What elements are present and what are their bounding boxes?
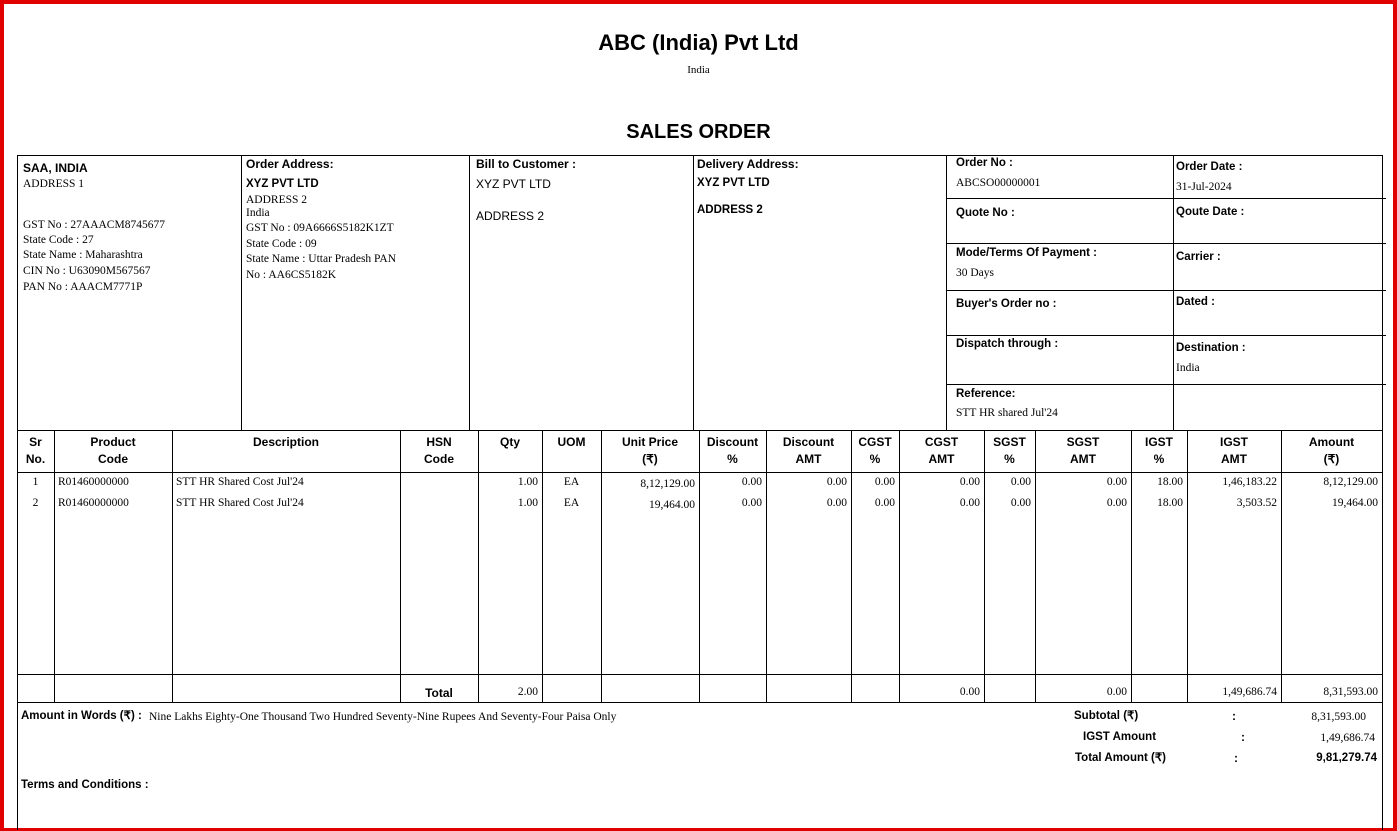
cell-description: STT HR Shared Cost Jul'24 — [176, 476, 304, 488]
divider — [946, 290, 1386, 291]
order-address-pan: No : AA6CS5182K — [246, 269, 337, 281]
terms-label: Terms and Conditions : — [21, 779, 149, 791]
total-qty: 2.00 — [517, 686, 538, 698]
bill-to-address: ADDRESS 2 — [476, 209, 545, 223]
column-header-hsn-code-sub: Code — [424, 452, 454, 466]
cell-discount-amt: 0.00 — [826, 476, 847, 488]
seller-gst: GST No : 27AAACM8745677 — [23, 219, 165, 231]
order-no-value: ABCSO00000001 — [956, 177, 1041, 189]
column-header-product-code-sub: Code — [98, 452, 128, 466]
dated-label: Dated : — [1176, 296, 1215, 308]
column-header-igst-amt: IGST — [1219, 435, 1248, 449]
box-right-border — [1382, 155, 1383, 830]
delivery-name: XYZ PVT LTD — [697, 177, 770, 189]
box-top-border — [17, 155, 1383, 156]
cell-amount: 8,12,129.00 — [1323, 476, 1378, 488]
column-header-amount-sub: (₹) — [1323, 452, 1340, 466]
seller-pan: PAN No : AAACM7771P — [23, 281, 143, 293]
column-header-igst-pct: IGST — [1144, 435, 1173, 449]
order-date-value: 31-Jul-2024 — [1176, 181, 1232, 193]
payment-terms-label: Mode/Terms Of Payment : — [956, 247, 1098, 259]
total-cgst-amt: 0.00 — [959, 686, 980, 698]
order-address-country: India — [246, 207, 270, 219]
column-header-amount: Amount — [1308, 435, 1355, 449]
column-divider — [1281, 430, 1282, 702]
table-top-border — [17, 430, 1383, 431]
cell-product-code: R01460000000 — [58, 497, 129, 509]
column-header-sgst-amt: SGST — [1066, 435, 1100, 449]
column-header-description: Description — [252, 435, 319, 449]
bill-to-heading: Bill to Customer : — [476, 157, 577, 171]
table-bottom-border — [17, 702, 1383, 703]
column-header-discount-pct-sub: % — [727, 452, 738, 466]
cell-discount-amt: 0.00 — [826, 497, 847, 509]
cell-amount: 19,464.00 — [1332, 497, 1378, 509]
column-divider — [766, 430, 767, 702]
seller-name: SAA, INDIA — [23, 161, 88, 175]
total-amount-label: Total Amount (₹) — [1075, 752, 1166, 764]
column-header-cgst-amt-sub: AMT — [928, 452, 955, 466]
cell-unit-price: 8,12,129.00 — [640, 478, 695, 490]
igst-amount-label: IGST Amount — [1083, 731, 1157, 743]
document-title: SALES ORDER — [626, 121, 771, 143]
cell-qty: 1.00 — [517, 497, 538, 509]
company-country: India — [687, 64, 710, 76]
column-divider — [1131, 430, 1132, 702]
seller-address: ADDRESS 1 — [23, 178, 85, 190]
column-header-igst-amt-sub: AMT — [1221, 452, 1247, 466]
dispatch-label: Dispatch through : — [956, 338, 1059, 350]
order-address-heading: Order Address: — [246, 157, 334, 171]
column-header-uom: UOM — [557, 435, 586, 449]
column-divider — [54, 430, 55, 702]
order-address-line: ADDRESS 2 — [246, 194, 308, 206]
buyer-order-label: Buyer's Order no : — [956, 298, 1057, 310]
column-divider — [400, 430, 401, 702]
delivery-address: ADDRESS 2 — [697, 204, 763, 216]
column-header-product-code: Product — [90, 435, 136, 449]
column-divider — [172, 430, 173, 702]
column-header-discount-amt-sub: AMT — [795, 452, 822, 466]
total-colon: : — [1234, 751, 1238, 765]
column-divider — [601, 430, 602, 702]
divider — [1173, 155, 1174, 430]
cell-sgst-pct: 0.00 — [1010, 476, 1031, 488]
destination-label: Destination : — [1176, 342, 1246, 354]
cell-sr-no: 1 — [32, 476, 39, 488]
destination-value: India — [1176, 362, 1200, 374]
cell-uom: EA — [563, 476, 580, 488]
table-header-border — [17, 472, 1383, 473]
divider — [693, 155, 694, 430]
divider — [946, 335, 1386, 336]
quote-date-label: Qoute Date : — [1176, 206, 1245, 218]
column-header-igst-pct-sub: % — [1153, 452, 1165, 466]
column-divider — [542, 430, 543, 702]
reference-label: Reference: — [956, 388, 1016, 400]
column-header-unit-price: Unit Price — [621, 435, 678, 449]
divider — [469, 155, 470, 430]
seller-state-name: State Name : Maharashtra — [23, 249, 143, 261]
cell-sr-no: 2 — [32, 497, 39, 509]
quote-no-label: Quote No : — [956, 207, 1015, 219]
column-header-cgst-amt: CGST — [924, 435, 959, 449]
total-sgst-amt: 0.00 — [1106, 686, 1127, 698]
order-address-name: XYZ PVT LTD — [246, 178, 319, 190]
total-label: Total — [425, 686, 453, 700]
amount-in-words-label: Amount in Words (₹) : — [21, 710, 142, 722]
seller-cin: CIN No : U63090M567567 — [23, 265, 151, 277]
column-divider — [1035, 430, 1036, 702]
column-divider — [1187, 430, 1188, 702]
reference-value: STT HR shared Jul'24 — [956, 407, 1058, 419]
order-address-state-code: State Code : 09 — [246, 238, 317, 250]
bill-to-name: XYZ PVT LTD — [476, 177, 551, 191]
column-divider — [478, 430, 479, 702]
cell-igst-amt: 3,503.52 — [1236, 497, 1277, 509]
company-name: ABC (India) Pvt Ltd — [598, 30, 799, 55]
cell-sgst-amt: 0.00 — [1106, 476, 1127, 488]
igst-amount-value: 1,49,686.74 — [1320, 732, 1375, 744]
total-amount-value: 9,81,279.74 — [1316, 752, 1377, 764]
column-header-discount-amt: Discount — [782, 435, 835, 449]
subtotal-colon: : — [1232, 709, 1236, 723]
table-body-border — [17, 674, 1383, 675]
divider — [946, 155, 947, 430]
column-header-sr-no-sub: No. — [25, 452, 46, 466]
column-divider — [984, 430, 985, 702]
subtotal-value: 8,31,593.00 — [1311, 711, 1366, 723]
cell-igst-pct: 18.00 — [1157, 476, 1183, 488]
cell-cgst-amt: 0.00 — [959, 497, 980, 509]
column-header-discount-pct: Discount — [706, 435, 759, 449]
cell-sgst-pct: 0.00 — [1010, 497, 1031, 509]
column-divider — [699, 430, 700, 702]
cell-cgst-pct: 0.00 — [874, 497, 895, 509]
column-header-unit-price-sub: (₹) — [642, 452, 658, 466]
order-address-gst: GST No : 09A6666S5182K1ZT — [246, 222, 394, 234]
cell-discount-pct: 0.00 — [741, 497, 762, 509]
cell-discount-pct: 0.00 — [741, 476, 762, 488]
cell-qty: 1.00 — [517, 476, 538, 488]
divider — [241, 155, 242, 430]
cell-cgst-amt: 0.00 — [959, 476, 980, 488]
cell-description: STT HR Shared Cost Jul'24 — [176, 497, 304, 509]
column-header-cgst-pct-sub: % — [869, 452, 881, 466]
total-igst-amt: 1,49,686.74 — [1222, 686, 1277, 698]
box-left-border — [17, 155, 18, 830]
cell-unit-price: 19,464.00 — [649, 499, 695, 511]
subtotal-label: Subtotal (₹) — [1074, 710, 1139, 722]
divider — [946, 384, 1386, 385]
carrier-label: Carrier : — [1176, 251, 1221, 263]
order-date-label: Order Date : — [1176, 161, 1243, 173]
payment-terms-value: 30 Days — [956, 267, 995, 279]
divider — [946, 198, 1386, 199]
cell-cgst-pct: 0.00 — [874, 476, 895, 488]
column-header-qty: Qty — [499, 435, 520, 449]
column-header-sr-no: Sr — [29, 435, 42, 449]
amount-in-words-value: Nine Lakhs Eighty-One Thousand Two Hundred Seventy-Nine Rupees And Seventy-Four Paisa Only — [149, 711, 617, 723]
delivery-heading: Delivery Address: — [697, 157, 799, 171]
divider — [946, 243, 1386, 244]
cell-product-code: R01460000000 — [58, 476, 129, 488]
cell-igst-amt: 1,46,183.22 — [1222, 476, 1277, 488]
order-address-state-name: State Name : Uttar Pradesh PAN — [246, 253, 397, 265]
cell-sgst-amt: 0.00 — [1106, 497, 1127, 509]
column-header-hsn-code: HSN — [426, 435, 452, 449]
column-header-sgst-pct: SGST — [993, 435, 1026, 449]
total-amount: 8,31,593.00 — [1323, 686, 1378, 698]
column-header-cgst-pct: CGST — [858, 435, 892, 449]
column-divider — [899, 430, 900, 702]
order-no-label: Order No : — [956, 157, 1013, 169]
column-divider — [851, 430, 852, 702]
cell-igst-pct: 18.00 — [1157, 497, 1183, 509]
cell-uom: EA — [563, 497, 580, 509]
column-header-sgst-pct-sub: % — [1004, 452, 1015, 466]
seller-state-code: State Code : 27 — [23, 234, 94, 246]
column-header-sgst-amt-sub: AMT — [1070, 452, 1096, 466]
igst-colon: : — [1241, 730, 1245, 744]
